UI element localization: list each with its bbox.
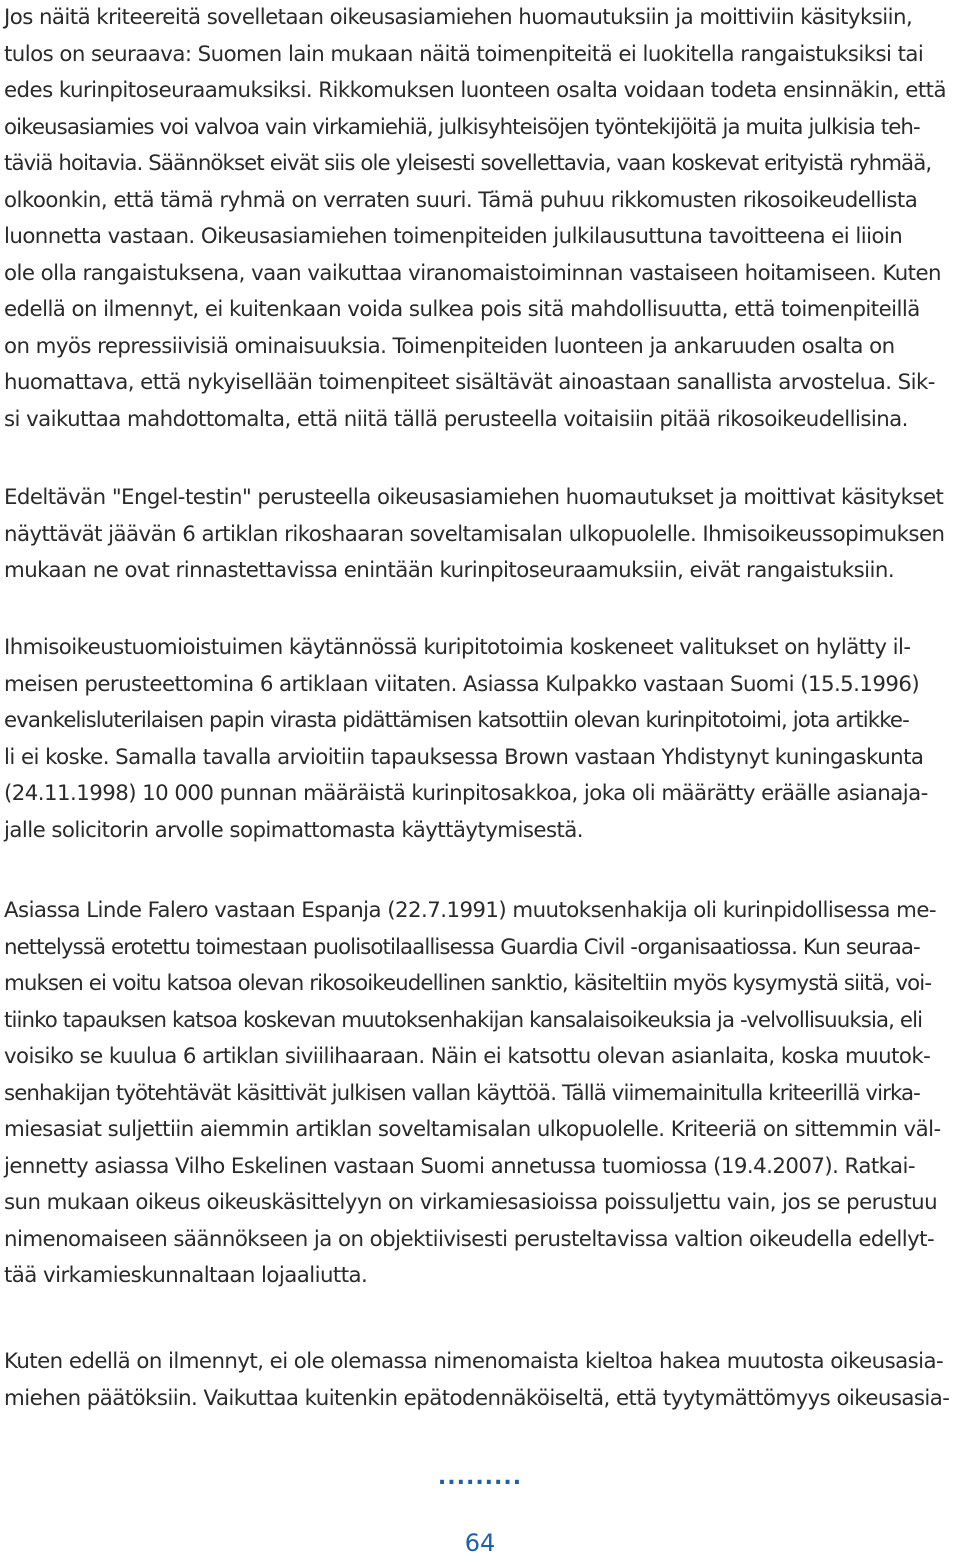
text-line: muksen ei voitu katsoa olevan rikosoikeudellinen sanktio, käsiteltiin myös kysymystä siitä, voi-	[4, 971, 932, 996]
text-line: nimenomaiseen säännökseen ja on objektiivisesti perusteltavissa valtion oikeudella edellyt-	[4, 1226, 935, 1252]
text-line: miesasiat suljettiin aiemmin artiklan soveltamisalan ulkopuolelle. Kriteeriä on sittemmin väl-	[4, 1117, 941, 1142]
paragraph-1	[4, 0, 954, 438]
text-line: on myös repressiivisiä ominaisuuksia. Toimenpiteiden luonteen ja ankaruuden osalta on	[4, 333, 895, 359]
text-line: edellä on ilmennyt, ei kuitenkaan voida sulkea pois sitä mahdollisuutta, että toimenpiteillä	[4, 297, 920, 322]
text-line: li ei koske. Samalla tavalla arvioitiin tapauksessa Brown vastaan Yhdistynyt kuningaskunta	[4, 744, 924, 770]
text-line: miehen päätöksiin. Vaikuttaa kuitenkin epätodennäköiseltä, että tyytymättömyys oikeusasia-	[4, 1385, 950, 1411]
text-line: (24.11.1998) 10 000 punnan määräistä kurinpitosakkoa, joka oli määrätty eräälle asianaja-	[4, 781, 928, 806]
text-line: jennetty asiassa Vilho Eskelinen vastaan Suomi annetussa tuomiossa (19.4.2007). Ratkai-	[4, 1153, 916, 1179]
text-line: näyttävät jäävän 6 artiklan rikoshaaran soveltamisalan ulkopuolelle. Ihmisoikeussopimuksen	[4, 521, 945, 547]
text-line: Jos näitä kriteereitä sovelletaan oikeusasiamiehen huomautuksiin ja moittiviin käsityksiin,	[4, 5, 913, 30]
paragraph-3	[4, 630, 954, 849]
page-number: 64	[464, 1529, 496, 1557]
text-line: Ihmisoikeustuomioistuimen käytännössä kuripitotoimia koskeneet valitukset on hylätty il-	[4, 635, 911, 660]
text-line: si vaikuttaa mahdottomalta, että niitä tällä perusteella voitaisiin pitää rikosoikeudellisina.	[4, 406, 908, 432]
text-line: mukaan ne ovat rinnastettavissa enintään kurinpitoseuraamuksiin, eivät rangaistuksiin.	[4, 558, 895, 583]
text-line: ole olla rangaistuksena, vaan vaikuttaa viranomaistoiminnan vastaiseen hoitamiseen. Kuten	[4, 260, 941, 286]
text-line: tiinko tapauksen katsoa koskevan muutoksenhakijan kansalaisoikeuksia ja -velvollisuuksia, eli	[4, 1007, 923, 1033]
text-line: nettelyssä erotettu toimestaan puolisotilaallisessa Guardia Civil -organisaatiossa. Kun seuraa-	[4, 934, 920, 960]
text-line: evankelisluterilaisen papin virasta pidättämisen katsottiin olevan kurinpitotoimi, jota artikke-	[4, 708, 909, 733]
text-line: huomattava, että nykyisellään toimenpiteet sisältävät ainoastaan sanallista arvostelua. Sik-	[4, 370, 935, 395]
text-line: oikeusasiamies voi valvoa vain virkamiehiä, julkisyhteisöjen työntekijöitä ja muita julkisia teh-	[4, 114, 920, 140]
text-line: voisiko se kuulua 6 artiklan siviilihaaraan. Näin ei katsottu olevan asianlaita, koska muutok-	[4, 1044, 931, 1069]
text-line: Edeltävän "Engel-testin" perusteella oikeusasiamiehen huomautukset ja moittivat käsitykset	[4, 485, 944, 510]
paragraph-2	[4, 480, 954, 590]
text-line: jalle solicitorin arvolle sopimattomasta käyttäytymisestä.	[4, 817, 584, 843]
text-line: Asiassa Linde Falero vastaan Espanja (22.7.1991) muutoksenhakija oli kurinpidollisessa me-	[4, 898, 937, 923]
text-line: edes kurinpitoseuraamuksiksi. Rikkomuksen luonteen osalta voidaan todeta ensinnäkin, että	[4, 78, 946, 103]
text-line: Kuten edellä on ilmennyt, ei ole olemassa nimenomaista kieltoa hakea muutosta oikeusasia-	[4, 1349, 944, 1374]
text-line: meisen perusteettomina 6 artiklaan viitaten. Asiassa Kulpakko vastaan Suomi (15.5.1996)	[4, 671, 920, 697]
text-line: tulos on seuraava: Suomen lain mukaan näitä toimenpiteitä ei luokitella rangaistuksiksi tai	[4, 41, 924, 67]
text-line: luonnetta vastaan. Oikeusasiamiehen toimenpiteiden julkilausuttuna tavoitteena ei liioin	[4, 224, 903, 249]
footer-dots: .........	[437, 1465, 523, 1490]
text-line: senhakijan työtehtävät käsittivät julkisen vallan käyttöä. Tällä viimemainitulla kriteerillä virka-	[4, 1080, 920, 1106]
text-line: täviä hoitavia. Säännökset eivät siis ole yleisesti sovellettavia, vaan koskevat erityistä ryhmää,	[4, 151, 932, 176]
text-line: sun mukaan oikeus oikeuskäsittelyyn on virkamiesasioissa poissuljettu vain, jos se perustuu	[4, 1190, 938, 1215]
text-line: olkoonkin, että tämä ryhmä on verraten suuri. Tämä puhuu rikkomusten rikosoikeudellista	[4, 187, 918, 213]
paragraph-4	[4, 893, 954, 1295]
text-line: tää virkamieskunnaltaan lojaaliutta.	[4, 1263, 368, 1288]
paragraph-5	[4, 1344, 954, 1417]
